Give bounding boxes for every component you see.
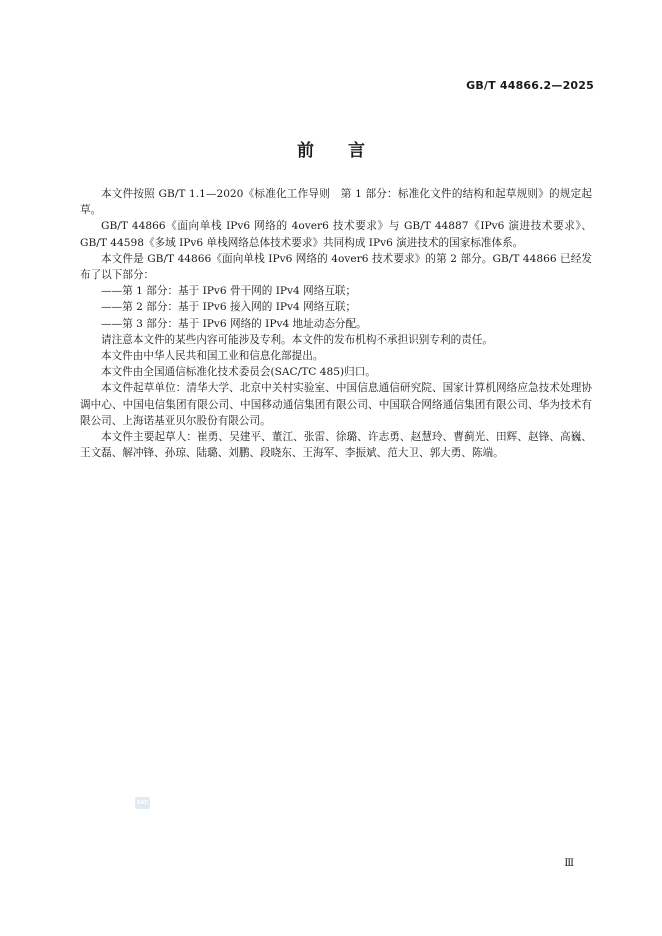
paragraph-standard-system: GB/T 44866《面向单栈 IPv6 网络的 4over6 技术要求》与 GB/T 44887《IPv6 演进技术要求》、GB/T 44598《多域 IPv6 单栈网络总体技术要求》共同构成 IPv6 演进技术的国家标准体系。 [80,220,592,249]
watermark-text: SAC [136,800,149,806]
paragraph-proposer: 本文件由中华人民共和国工业和信息化部提出。 [101,350,324,363]
paragraph-patent-notice: 请注意本文件的某些内容可能涉及专利。本文件的发布机构不承担识别专利的责任。 [101,333,493,346]
list-item-part-3: ——第 3 部分：基于 IPv6 网络的 IPv4 地址动态分配。 [101,317,367,330]
preface-body [80,186,592,461]
page-number: Ⅲ [564,858,574,869]
paragraph-centralized: 本文件由全国通信标准化技术委员会(SAC/TC 485)归口。 [101,366,376,379]
paragraph-drafting-units: 本文件起草单位：清华大学、北京中关村实验室、中国信息通信研究院、国家计算机网络应急技术处理协调中心、中国电信集团有限公司、中国移动通信集团有限公司、中国联合网络通信集团有限公司、华为技术有限公司、上海诺基亚贝尔股份有限公司。 [80,382,592,427]
paragraph-drafters: 本文件主要起草人：崔勇、吴建平、董江、张雷、徐璐、许志勇、赵慧玲、曹蓟光、田辉、赵锋、高巍、王文磊、解冲锋、孙琼、陆璐、刘鹏、段晓东、王海军、李振斌、范大卫、郭大勇、陈端。 [80,431,592,460]
list-item-part-1: ——第 1 部分：基于 IPv6 骨干网的 IPv4 网络互联； [101,285,357,298]
list-item-part-2: ——第 2 部分：基于 IPv6 接入网的 IPv4 网络互联； [101,301,357,314]
page-title [0,136,662,161]
paragraph-drafting-rules: 本文件按照 GB/T 1.1—2020《标准化工作导则 第 1 部分：标准化文件的结构和起草规则》的规定起草。 [80,188,592,217]
title-char-2: 言 [348,141,365,161]
standard-number: GB/T 44866.2—2025 [466,79,594,92]
title-char-1: 前 [297,141,314,161]
sac-watermark-logo [135,797,150,809]
paragraph-part-info: 本文件是 GB/T 44866《面向单栈 IPv6 网络的 4over6 技术要求》的第 2 部分。GB/T 44866 已经发布了以下部分： [80,252,592,282]
